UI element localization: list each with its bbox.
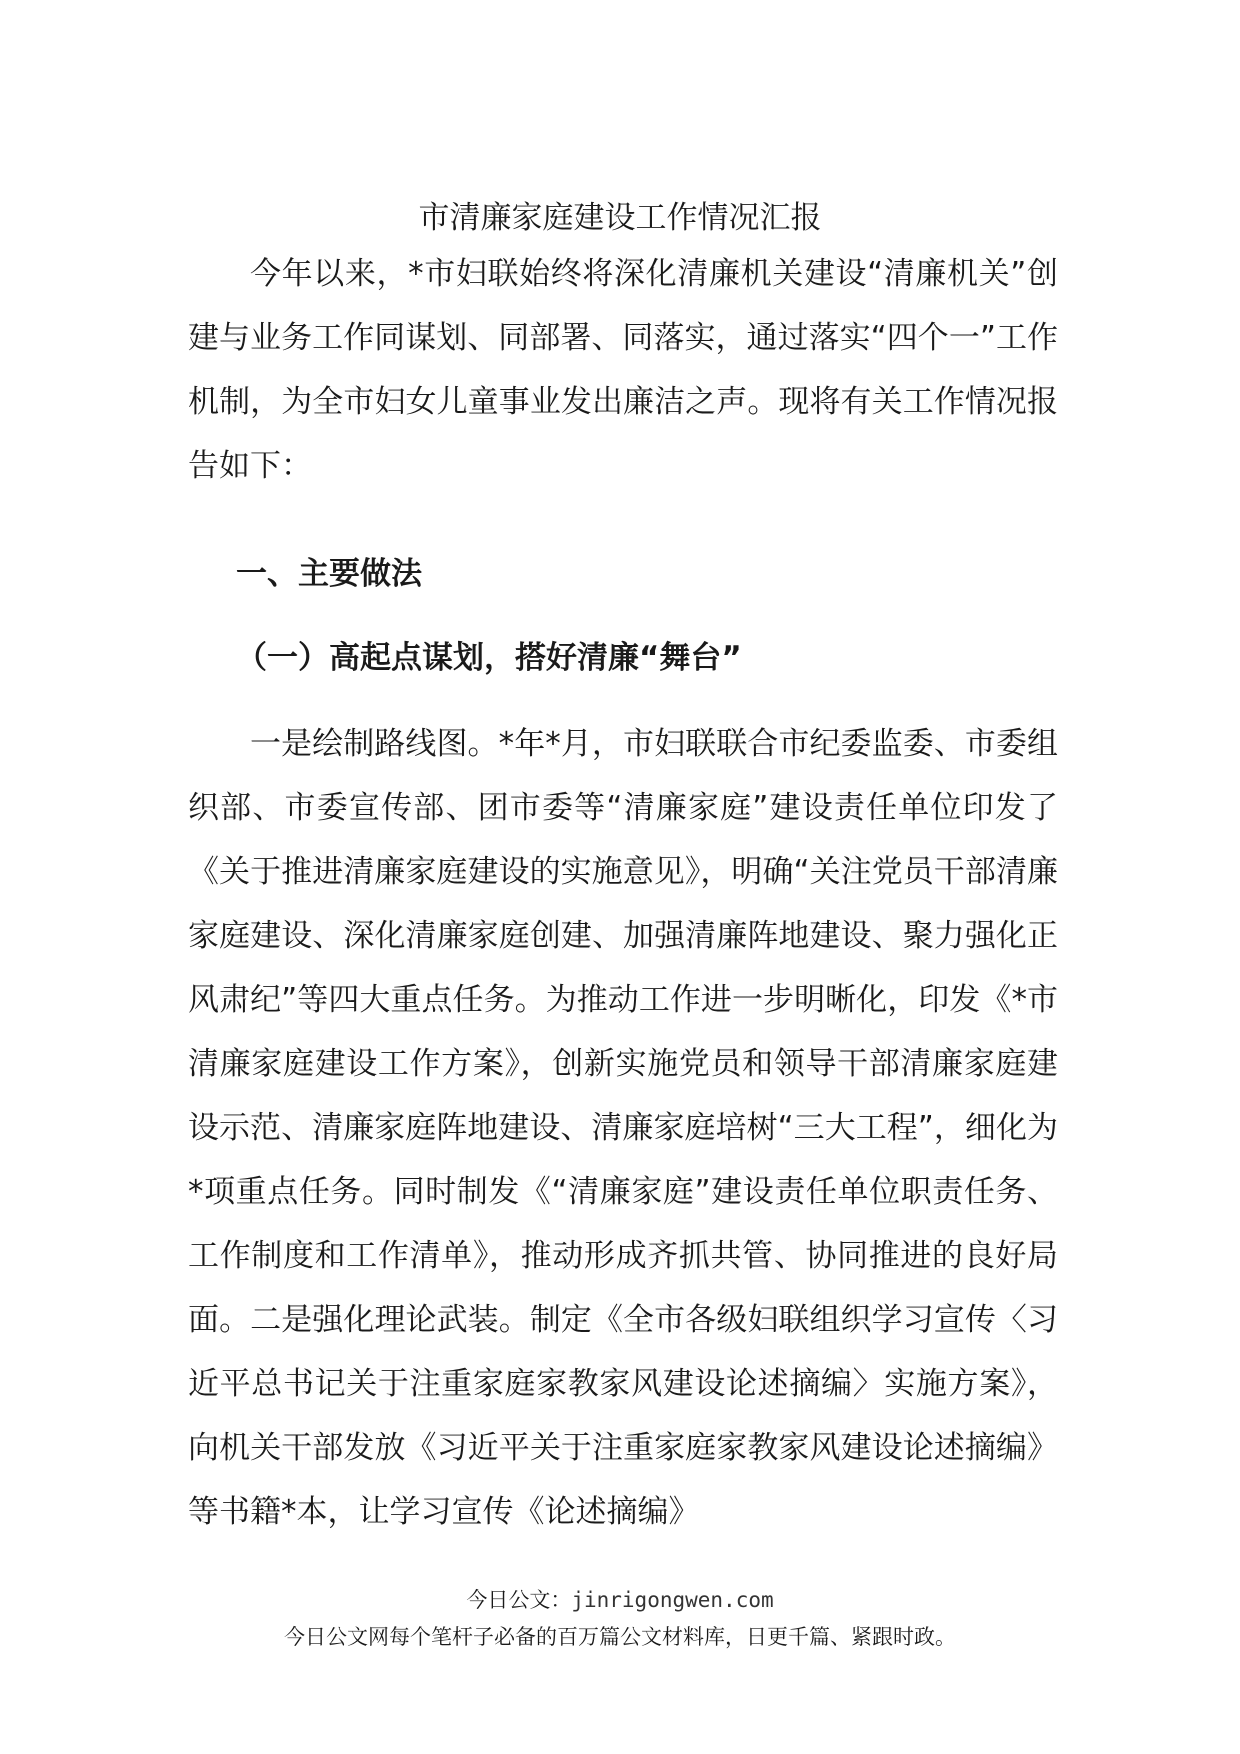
subsection-heading: （一）高起点谋划，搭好清廉“舞台” bbox=[236, 640, 742, 676]
subsection-body-paragraph: 一是绘制路线图。*年*月，市妇联联合市纪委监委、市委组织部、市委宣传部、团市委等“清廉家庭”建设责任单位印发了《关于推进清廉家庭建设的实施意见》，明确“关注党员干部清廉家庭建设、深化清廉家庭创建、加强清廉阵地建设、聚力强化正风肃纪”等四大重点任务。为推动工作进一步明晰化，印发《*市清廉家庭建设工作方案》，创新实施党员和领导干部清廉家庭建设示范、清廉家庭阵地建设、清廉家庭培树“三大工程”，细化为*项重点任务。同时制发《“清廉家庭”建设责任单位职责任务、工作制度和工作清单》，推动形成齐抓共管、协同推进的良好局面。二是强化理论武装。制定《全市各级妇联组织学习宣传〈习近平总书记关于注重家庭家教家风建设论述摘编〉实施方案》，向机关干部发放《习近平关于注重家庭家教家风建设论述摘编》等书籍*本，让学习宣传《论述摘编》 bbox=[188, 726, 1058, 1530]
footer-slogan: 今日公文网每个笔杆子必备的百万篇公文材料库，日更千篇、紧跟时政。 bbox=[284, 1625, 956, 1649]
footer-site-line bbox=[0, 1585, 1240, 1615]
section-heading: 一、主要做法 bbox=[236, 556, 422, 592]
intro-section bbox=[188, 242, 1058, 498]
document-title: 市清廉家庭建设工作情况汇报 bbox=[418, 200, 822, 236]
footer-site-label: 今日公文： bbox=[466, 1588, 572, 1612]
footer-site-link[interactable]: jinrigongwen.com bbox=[571, 1588, 774, 1612]
intro-paragraph: 今年以来，*市妇联始终将深化清廉机关建设“清廉机关”创建与业务工作同谋划、同部署、同落实，通过落实“四个一”工作机制，为全市妇女儿童事业发出廉洁之声。现将有关工作情况报告如下： bbox=[188, 256, 1058, 484]
subsection-body-section bbox=[188, 648, 1058, 1530]
